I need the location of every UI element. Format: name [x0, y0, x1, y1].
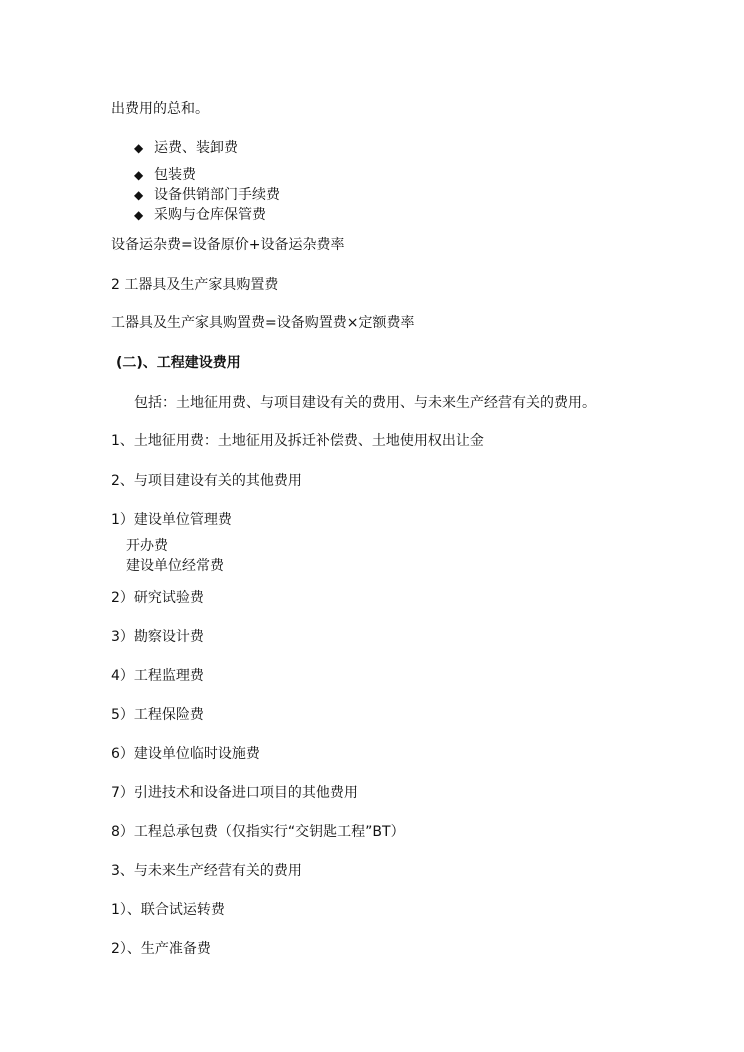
black-diamond-icon: ◆ [134, 188, 144, 202]
sub-item: 开办费 [126, 538, 168, 554]
list-item: 2）、生产准备费 [111, 941, 211, 957]
list-item: 2）研究试验费 [111, 590, 204, 606]
bullet-item [134, 166, 196, 184]
list-item: 2、与项目建设有关的其他费用 [111, 473, 302, 489]
bullet-item [134, 206, 266, 224]
bullet-item-label: 运费、装卸费 [154, 140, 238, 156]
list-item: 3、与未来生产经营有关的费用 [111, 863, 302, 879]
list-item: 6）建设单位临时设施费 [111, 746, 260, 762]
list-item: 8）工程总承包费（仅指实行“交钥匙工程”BT） [111, 824, 405, 840]
bullet-item-label: 包装费 [154, 167, 196, 183]
paragraph-line: 包括：土地征用费、与项目建设有关的费用、与未来生产经营有关的费用。 [134, 395, 596, 411]
bullet-item [134, 139, 238, 157]
bullet-item-label: 设备供销部门手续费 [154, 187, 280, 203]
black-diamond-icon: ◆ [134, 168, 144, 182]
formula-line: 工器具及生产家具购置费=设备购置费×定额费率 [111, 315, 415, 331]
list-item: 1）建设单位管理费 [111, 512, 232, 528]
black-diamond-icon: ◆ [134, 141, 144, 155]
list-item: 1）、联合试运转费 [111, 902, 225, 918]
list-item: 1、土地征用费：土地征用及拆迁补偿费、土地使用权出让金 [111, 433, 484, 449]
section-heading: (二)、工程建设费用 [116, 355, 241, 371]
list-item: 5）工程保险费 [111, 707, 204, 723]
sub-item: 建设单位经常费 [126, 558, 224, 574]
black-diamond-icon: ◆ [134, 208, 144, 222]
list-item: 7）引进技术和设备进口项目的其他费用 [111, 785, 358, 801]
formula-line: 设备运杂费=设备原价+设备运杂费率 [111, 237, 345, 253]
bullet-item [134, 186, 280, 204]
section-line: 2 工器具及生产家具购置费 [111, 277, 279, 293]
list-item: 4）工程监理费 [111, 668, 204, 684]
list-item: 3）勘察设计费 [111, 629, 204, 645]
bullet-item-label: 采购与仓库保管费 [154, 207, 266, 223]
text-line: 出费用的总和。 [111, 101, 209, 117]
